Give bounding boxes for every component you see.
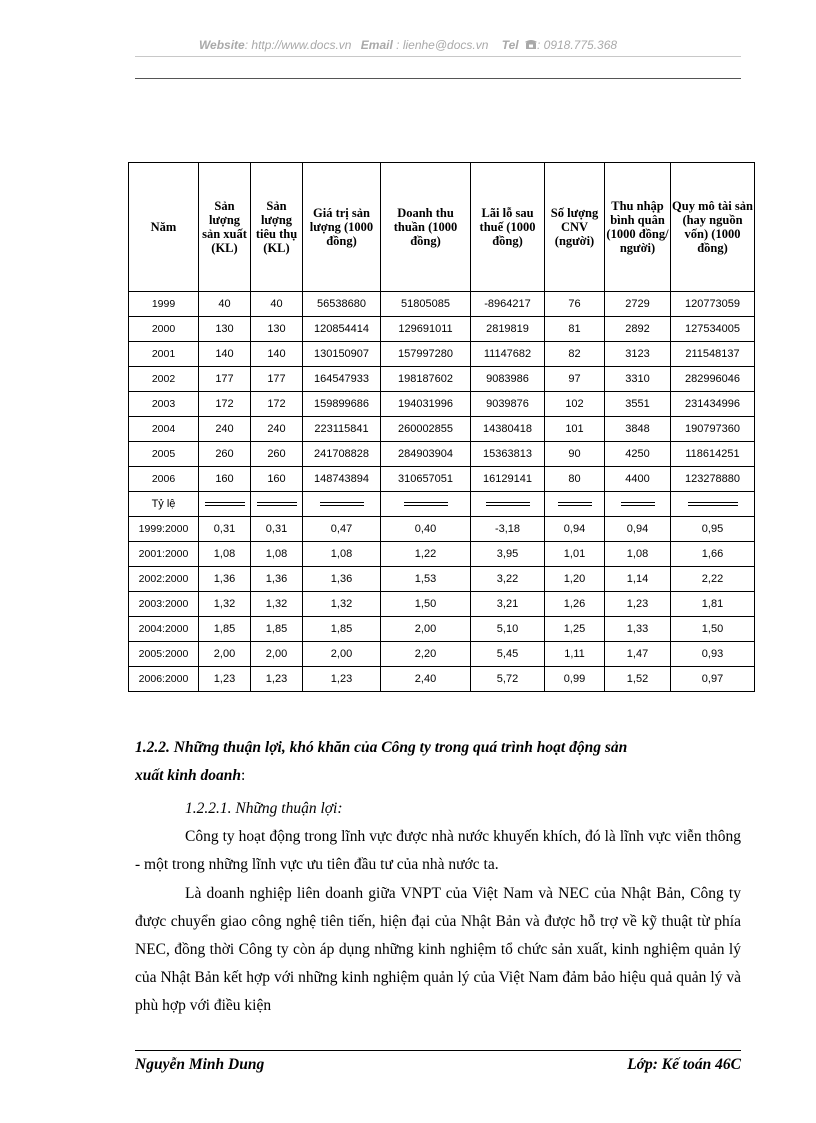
table-row xyxy=(129,292,755,317)
ratio-row xyxy=(129,542,755,567)
table-cell: 1,14 xyxy=(605,567,671,592)
col-header: Năm xyxy=(129,163,199,292)
row-label-cell: 1999:2000 xyxy=(129,517,199,542)
table-cell: 118614251 xyxy=(671,442,755,467)
footer-class: Lớp: Kế toán 46C xyxy=(627,1056,741,1073)
table-cell: 2,00 xyxy=(303,642,381,667)
table-cell: 80 xyxy=(545,467,605,492)
row-label-cell: 1999 xyxy=(129,292,199,317)
table-cell: 120773059 xyxy=(671,292,755,317)
col-header: Số lượng CNV (người) xyxy=(545,163,605,292)
table-cell: 1,36 xyxy=(251,567,303,592)
table-cell: 2,00 xyxy=(381,617,471,642)
header-divider xyxy=(135,56,741,57)
table-cell: 1,11 xyxy=(545,642,605,667)
table-cell: 1,08 xyxy=(605,542,671,567)
subsection-title: 1.2.2.1. Những thuận lợi: xyxy=(185,800,343,817)
ratio-label-row xyxy=(129,492,755,517)
table-row xyxy=(129,367,755,392)
col-header: Thu nhập bình quân (1000 đồng/ người) xyxy=(605,163,671,292)
row-label-cell: 2004:2000 xyxy=(129,617,199,642)
statistics-table xyxy=(128,162,755,692)
table-cell: 0,31 xyxy=(251,517,303,542)
table-cell: 260002855 xyxy=(381,417,471,442)
table-cell: 1,32 xyxy=(251,592,303,617)
table-cell: 1,25 xyxy=(545,617,605,642)
col-header: Doanh thu thuần (1000 đồng) xyxy=(381,163,471,292)
row-label-cell: 2005:2000 xyxy=(129,642,199,667)
row-label-cell: 2001:2000 xyxy=(129,542,199,567)
table-cell: 3551 xyxy=(605,392,671,417)
table-cell: 1,85 xyxy=(251,617,303,642)
table-cell: 1,20 xyxy=(545,567,605,592)
table-cell: 2,20 xyxy=(381,642,471,667)
table-row xyxy=(129,392,755,417)
table-cell: 2,00 xyxy=(251,642,303,667)
table-cell: 159899686 xyxy=(303,392,381,417)
table-cell: 81 xyxy=(545,317,605,342)
table-cell: 194031996 xyxy=(381,392,471,417)
row-label-cell: 2002 xyxy=(129,367,199,392)
double-rule xyxy=(199,492,251,517)
table-cell: 130150907 xyxy=(303,342,381,367)
paragraph-2-text: Là doanh nghiệp liên doanh giữa VNPT của Việt Nam và NEC của Nhật Bản, Công ty được chuyển giao công nghệ tiên tiến, hiện đại của Nhật Bản và được hỗ trợ về kỹ thuật từ phía NEC, đồng thời Công ty còn áp dụng những kinh nghiệm tổ chức sản xuất, kinh nghiệm quản lý của Nhật Bản kết hợp với những kinh nghiệm quản lý của Việt Nam đảm bảo hiệu quả quản lý và phù hợp với điều kiện xyxy=(135,885,741,1014)
page-header xyxy=(0,38,816,52)
table-row xyxy=(129,342,755,367)
row-label-cell: 2003:2000 xyxy=(129,592,199,617)
table-cell: 2819819 xyxy=(471,317,545,342)
footer-author: Nguyễn Minh Dung xyxy=(135,1056,265,1073)
table-cell: 0,40 xyxy=(381,517,471,542)
table-cell: 0,94 xyxy=(545,517,605,542)
table-cell: 0,31 xyxy=(199,517,251,542)
ratio-row xyxy=(129,517,755,542)
table-cell: 1,26 xyxy=(545,592,605,617)
table-cell: 172 xyxy=(251,392,303,417)
table-cell: 76 xyxy=(545,292,605,317)
table-cell: 3,21 xyxy=(471,592,545,617)
table-cell: 5,45 xyxy=(471,642,545,667)
ratio-row xyxy=(129,642,755,667)
section-title-line2: xuất kinh doanh xyxy=(135,767,241,784)
table-cell: 82 xyxy=(545,342,605,367)
table-cell: 140 xyxy=(251,342,303,367)
col-header: Lãi lỗ sau thuế (1000 đồng) xyxy=(471,163,545,292)
table-cell: 1,85 xyxy=(303,617,381,642)
table-cell: 223115841 xyxy=(303,417,381,442)
table-cell: 177 xyxy=(251,367,303,392)
table-cell: -8964217 xyxy=(471,292,545,317)
table-cell: 190797360 xyxy=(671,417,755,442)
table-cell: 1,32 xyxy=(303,592,381,617)
website-label: Website xyxy=(198,38,245,52)
table-header-row xyxy=(129,163,755,292)
table-cell: 160 xyxy=(199,467,251,492)
table-cell: 310657051 xyxy=(381,467,471,492)
row-label-cell: 2001 xyxy=(129,342,199,367)
table-cell: 282996046 xyxy=(671,367,755,392)
section-title-line1: Những thuận lợi, khó khăn của Công ty trong quá trình hoạt động sản xyxy=(173,739,628,756)
section-title xyxy=(135,734,741,790)
table-cell: 240 xyxy=(199,417,251,442)
table-cell: -3,18 xyxy=(471,517,545,542)
table-cell: 1,52 xyxy=(605,667,671,692)
table-cell: 1,01 xyxy=(545,542,605,567)
table-row xyxy=(129,442,755,467)
table-cell: 120854414 xyxy=(303,317,381,342)
table-cell: 260 xyxy=(251,442,303,467)
table-cell: 0,93 xyxy=(671,642,755,667)
table-cell: 2,00 xyxy=(199,642,251,667)
table-cell: 3,22 xyxy=(471,567,545,592)
table-cell: 1,53 xyxy=(381,567,471,592)
table-cell: 1,23 xyxy=(251,667,303,692)
table-cell: 1,81 xyxy=(671,592,755,617)
table-cell: 130 xyxy=(199,317,251,342)
table-cell: 157997280 xyxy=(381,342,471,367)
table-cell: 1,47 xyxy=(605,642,671,667)
table-cell: 1,50 xyxy=(381,592,471,617)
row-label-cell: 2004 xyxy=(129,417,199,442)
ratio-row xyxy=(129,667,755,692)
row-label-cell: 2000 xyxy=(129,317,199,342)
table-cell: 130 xyxy=(251,317,303,342)
tel-label: Tel xyxy=(501,38,519,52)
col-header: Giá trị sản lượng (1000 đồng) xyxy=(303,163,381,292)
ratio-row xyxy=(129,567,755,592)
table-cell: 127534005 xyxy=(671,317,755,342)
ratio-label: Tỷ lệ xyxy=(129,492,199,517)
double-rule xyxy=(381,492,471,517)
table-cell: 260 xyxy=(199,442,251,467)
table-cell: 9039876 xyxy=(471,392,545,417)
double-rule xyxy=(545,492,605,517)
table-cell: 1,22 xyxy=(381,542,471,567)
email-value: : lienhe@docs.vn xyxy=(392,38,489,52)
table-cell: 1,23 xyxy=(303,667,381,692)
table-cell: 2729 xyxy=(605,292,671,317)
footer-rule xyxy=(135,1050,741,1051)
table-cell: 40 xyxy=(251,292,303,317)
table-cell: 4250 xyxy=(605,442,671,467)
row-label-cell: 2006:2000 xyxy=(129,667,199,692)
email-label: Email xyxy=(360,38,393,52)
table-cell: 148743894 xyxy=(303,467,381,492)
ratio-row xyxy=(129,617,755,642)
table-cell: 2,22 xyxy=(671,567,755,592)
table-cell: 2892 xyxy=(605,317,671,342)
row-label-cell: 2006 xyxy=(129,467,199,492)
double-rule xyxy=(671,492,755,517)
table-cell: 284903904 xyxy=(381,442,471,467)
table-cell: 1,50 xyxy=(671,617,755,642)
row-label-cell: 2003 xyxy=(129,392,199,417)
table-cell: 211548137 xyxy=(671,342,755,367)
paragraph xyxy=(135,823,741,879)
table-cell: 160 xyxy=(251,467,303,492)
table-cell: 129691011 xyxy=(381,317,471,342)
ratio-row xyxy=(129,592,755,617)
table-cell: 1,36 xyxy=(199,567,251,592)
table-cell: 1,08 xyxy=(251,542,303,567)
table-cell: 0,47 xyxy=(303,517,381,542)
table-cell: 3123 xyxy=(605,342,671,367)
table-cell: 0,99 xyxy=(545,667,605,692)
paragraph-1-text: Công ty hoạt động trong lĩnh vực được nhà nước khuyến khích, đó là lĩnh vực viễn thông - một trong những lĩnh vực ưu tiên đầu tư của nhà nước ta. xyxy=(135,828,741,873)
table-cell: 16129141 xyxy=(471,467,545,492)
table-cell: 4400 xyxy=(605,467,671,492)
table-cell: 0,95 xyxy=(671,517,755,542)
table-row xyxy=(129,317,755,342)
double-rule xyxy=(303,492,381,517)
table-cell: 177 xyxy=(199,367,251,392)
double-rule xyxy=(471,492,545,517)
table-cell: 1,66 xyxy=(671,542,755,567)
table-cell: 40 xyxy=(199,292,251,317)
table-cell: 9083986 xyxy=(471,367,545,392)
section-title-colon: : xyxy=(240,767,246,784)
table-cell: 172 xyxy=(199,392,251,417)
double-rule xyxy=(251,492,303,517)
table-cell: 3310 xyxy=(605,367,671,392)
table-cell: 0,97 xyxy=(671,667,755,692)
section-number: 1.2.2. xyxy=(135,739,170,756)
table-cell: 56538680 xyxy=(303,292,381,317)
table-cell: 1,23 xyxy=(199,667,251,692)
table-cell: 3,95 xyxy=(471,542,545,567)
table-cell: 5,72 xyxy=(471,667,545,692)
table-cell: 198187602 xyxy=(381,367,471,392)
website-value: : http://www.docs.vn xyxy=(244,38,352,52)
col-header: Sản lượng sản xuất (KL) xyxy=(199,163,251,292)
header-rule xyxy=(135,78,741,79)
table-cell: 51805085 xyxy=(381,292,471,317)
table-cell: 1,08 xyxy=(199,542,251,567)
table-cell: 2,40 xyxy=(381,667,471,692)
row-label-cell: 2005 xyxy=(129,442,199,467)
paragraph xyxy=(135,880,741,1020)
table-cell: 102 xyxy=(545,392,605,417)
table-cell: 97 xyxy=(545,367,605,392)
table-row xyxy=(129,417,755,442)
table-cell: 1,36 xyxy=(303,567,381,592)
table-cell: 0,94 xyxy=(605,517,671,542)
table-cell: 1,33 xyxy=(605,617,671,642)
table-cell: 164547933 xyxy=(303,367,381,392)
table-cell: 1,08 xyxy=(303,542,381,567)
table-cell: 3848 xyxy=(605,417,671,442)
table-cell: 241708828 xyxy=(303,442,381,467)
table-cell: 101 xyxy=(545,417,605,442)
col-header: Quy mô tài sản (hay nguồn vốn) (1000 đồng) xyxy=(671,163,755,292)
table-cell: 140 xyxy=(199,342,251,367)
table-cell: 90 xyxy=(545,442,605,467)
table-cell: 11147682 xyxy=(471,342,545,367)
phone-icon xyxy=(525,39,537,50)
table-cell: 5,10 xyxy=(471,617,545,642)
table-cell: 1,85 xyxy=(199,617,251,642)
table-cell: 240 xyxy=(251,417,303,442)
table-row xyxy=(129,467,755,492)
tel-value: : 0918.775.368 xyxy=(536,38,618,52)
table-cell: 1,23 xyxy=(605,592,671,617)
table-cell: 123278880 xyxy=(671,467,755,492)
col-header: Sản lượng tiêu thụ (KL) xyxy=(251,163,303,292)
double-rule xyxy=(605,492,671,517)
table-cell: 14380418 xyxy=(471,417,545,442)
table-cell: 231434996 xyxy=(671,392,755,417)
row-label-cell: 2002:2000 xyxy=(129,567,199,592)
table-cell: 15363813 xyxy=(471,442,545,467)
table-cell: 1,32 xyxy=(199,592,251,617)
